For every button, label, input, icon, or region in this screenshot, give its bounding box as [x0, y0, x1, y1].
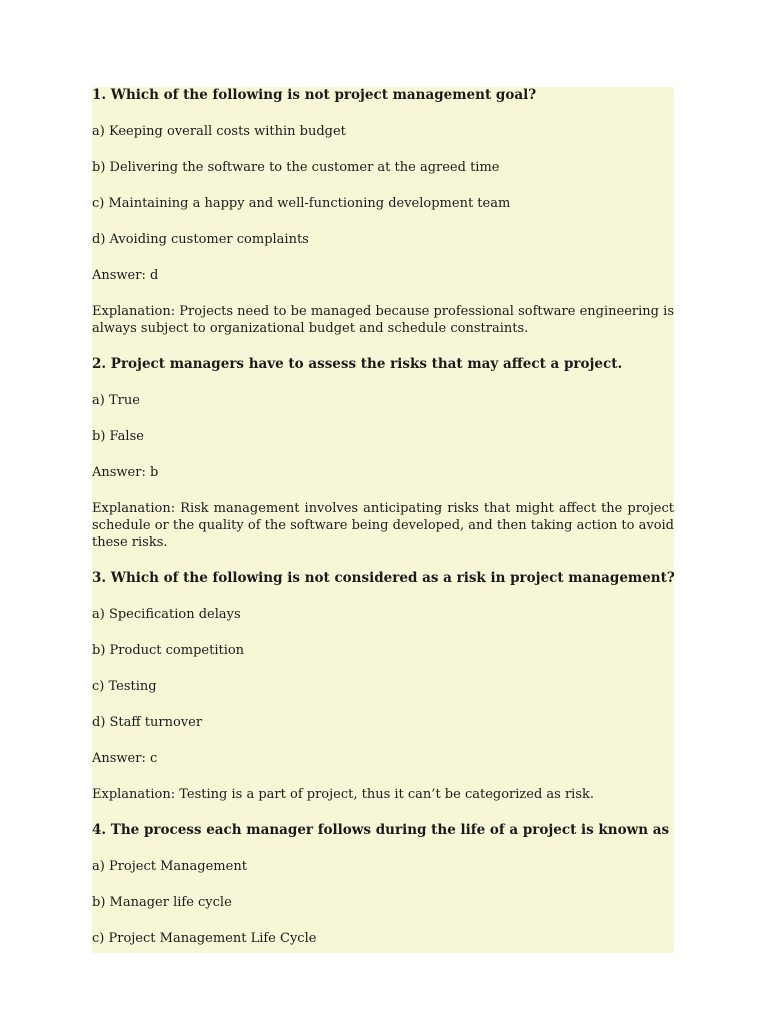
question-2-explanation: Explanation: Risk management involves anticipating risks that might affect the project schedule or the quality of the software being developed, and then taking action to avoid these risks. [92, 501, 674, 550]
question-3-option-a: a) Specification delays [92, 607, 241, 622]
question-3-title: 3. Which of the following is not considered as a risk in project management? [92, 570, 675, 586]
question-2-option-b: b) False [92, 429, 144, 444]
question-3-answer: Answer: c [92, 751, 158, 766]
question-4-title: 4. The process each manager follows during the life of a project is known as [92, 822, 670, 838]
quiz-content [92, 87, 674, 966]
question-3-option-c: c) Testing [92, 679, 157, 694]
question-3-option-b: b) Product competition [92, 643, 245, 658]
question-1-option-c: c) Maintaining a happy and well-functioning development team [92, 196, 511, 211]
question-4-option-a: a) Project Management [92, 859, 247, 874]
question-2-title: 2. Project managers have to assess the risks that may affect a project. [92, 356, 623, 372]
question-1-option-d: d) Avoiding customer complaints [92, 232, 309, 247]
question-1-explanation: Explanation: Projects need to be managed because professional software engineering is always subject to organizational budget and schedule constraints. [92, 304, 674, 336]
question-4-option-c: c) Project Management Life Cycle [92, 931, 317, 946]
question-3-explanation: Explanation: Testing is a part of project, thus it can’t be categorized as risk. [92, 787, 595, 802]
question-3-option-d: d) Staff turnover [92, 715, 203, 730]
question-1-option-a: a) Keeping overall costs within budget [92, 124, 346, 139]
question-2-option-a: a) True [92, 393, 140, 408]
question-1-title: 1. Which of the following is not project management goal? [92, 87, 537, 103]
question-1-answer: Answer: d [92, 268, 159, 283]
question-2-answer: Answer: b [92, 465, 159, 480]
document-page [92, 87, 674, 953]
question-1-option-b: b) Delivering the software to the customer at the agreed time [92, 160, 500, 175]
question-4-option-b: b) Manager life cycle [92, 895, 232, 910]
